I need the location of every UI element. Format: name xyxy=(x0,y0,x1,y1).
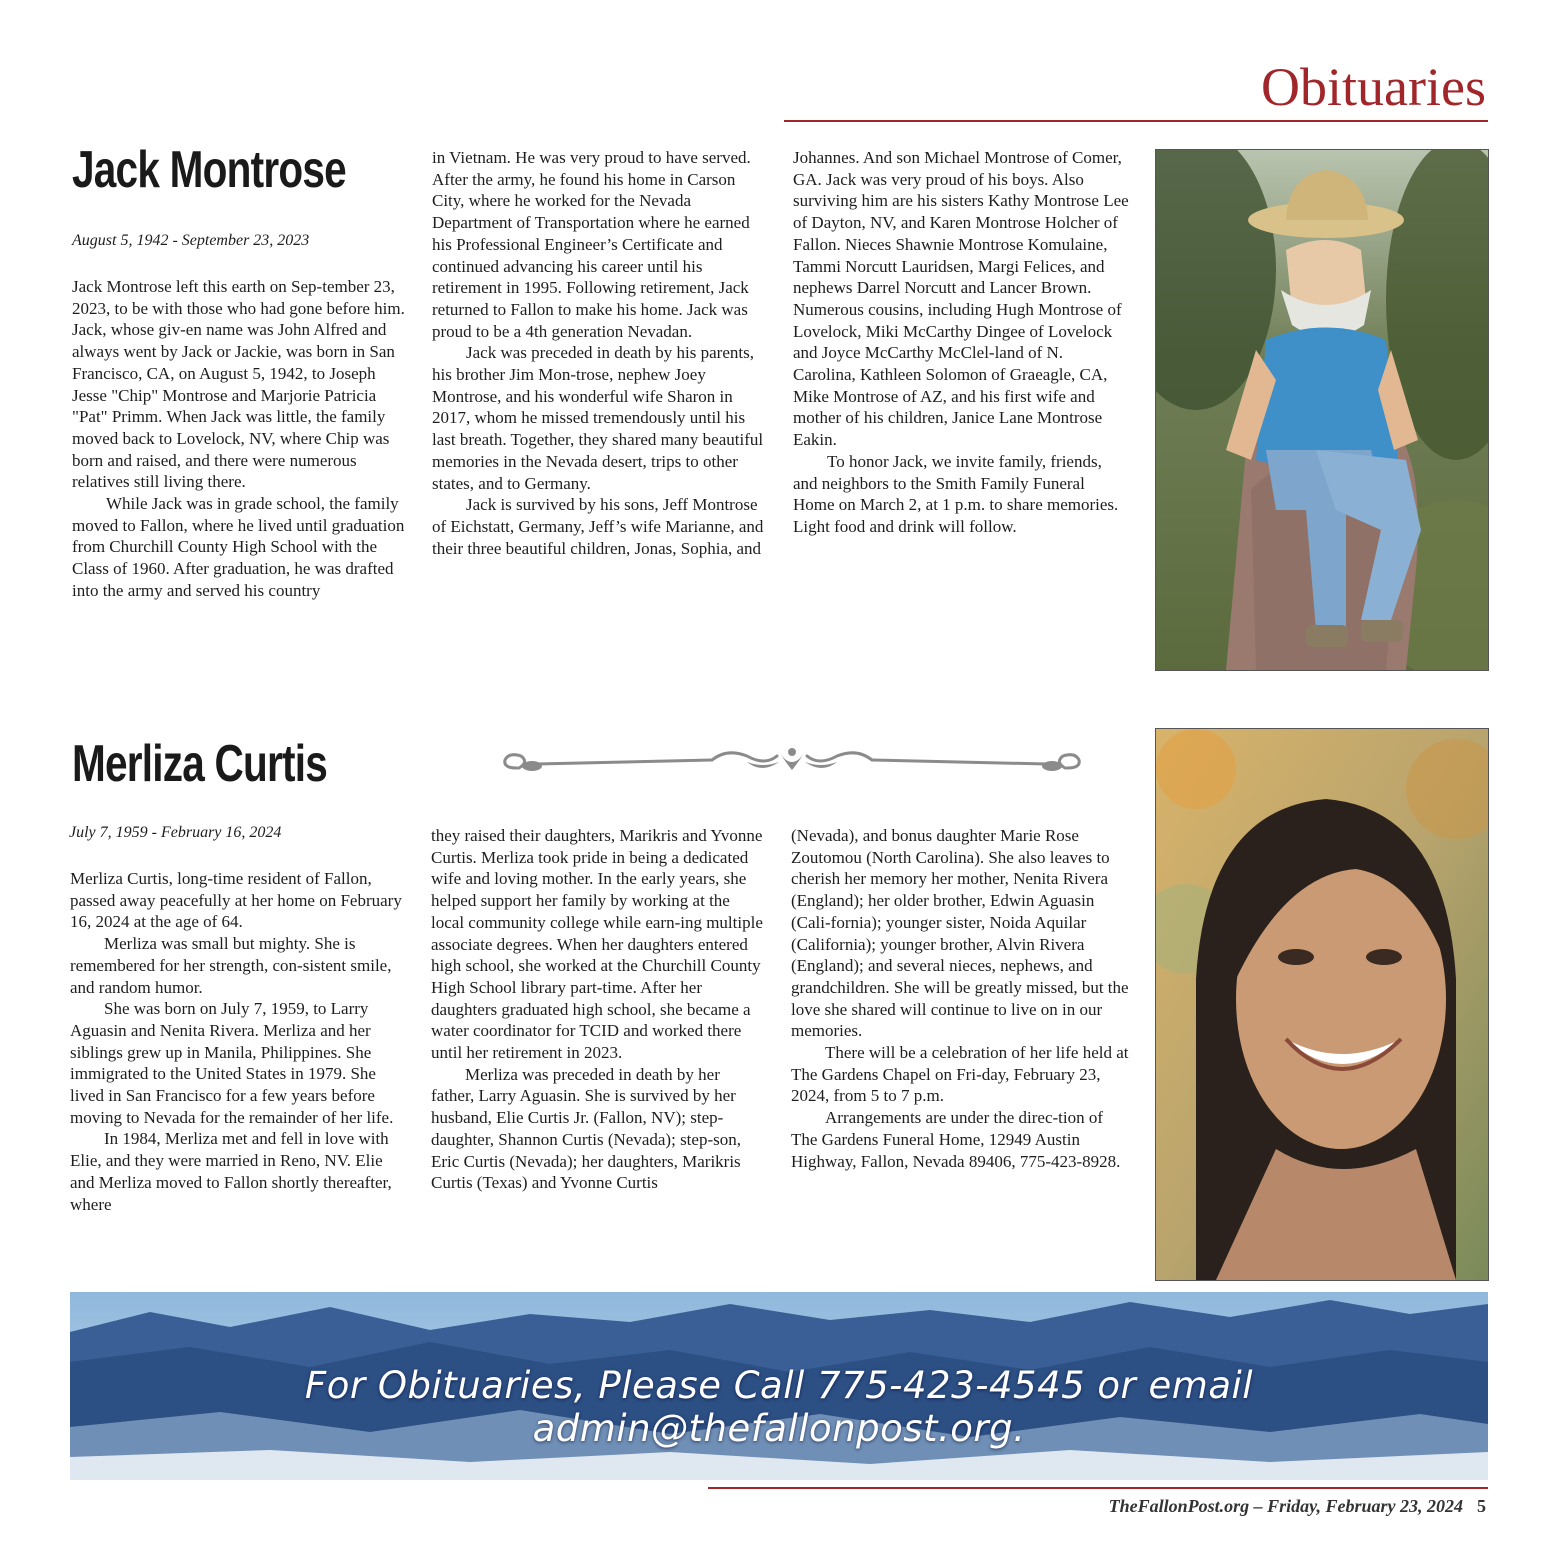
obit1-col1-para: While Jack was in grade school, the family moved to Fallon, where he lived until graduation from Churchill County High School with the Class of 1960. After graduation, he was drafted into the army and served his country xyxy=(72,494,405,600)
obit1-column-2 xyxy=(432,147,765,559)
decorative-divider xyxy=(497,742,1087,786)
obit1-col2-para: in Vietnam. He was very proud to have served. After the army, he found his home in Carson City, where he worked for the Nevada Department of Transportation where he earned his Professional Engineer’s Certificate and continued advancing his career until his retirement in 1995. Following retirement, Jack returned to Fallon to make his home. Jack was proud to be a 4th generation Nevadan. xyxy=(432,148,751,341)
page-number: 5 xyxy=(1477,1496,1486,1516)
jack-montrose-photo xyxy=(1155,149,1489,671)
obit2-col1-para: Merliza Curtis, long-time resident of Fallon, passed away peacefully at her home on February 16, 2024 at the age of 64. xyxy=(70,869,402,932)
obituary-contact-banner xyxy=(70,1292,1488,1480)
obit2-col1-para: She was born on July 7, 1959, to Larry Aguasin and Nenita Rivera. Merliza and her siblings grew up in Manila, Philippines. She immigrated to the United States in 1979. She lived in San Francisco for a few years before moving to Nevada for the remainder of her life. xyxy=(70,999,394,1127)
obit2-column-2 xyxy=(431,825,767,1194)
obit2-col3-para: There will be a celebration of her life held at The Gardens Chapel on Fri-day, February 23, 2024, from 5 to 7 p.m. xyxy=(791,1043,1129,1106)
obit1-dates: August 5, 1942 - September 23, 2023 xyxy=(72,232,310,249)
obit1-column-1 xyxy=(72,276,405,602)
obit1-col2-para: Jack was preceded in death by his parents, his brother Jim Mon-trose, nephew Joey Montrose, and his wonderful wife Sharon in 2017, whom he missed tremendously until his last breath. Together, they shared many beautiful memories in the Nevada desert, trips to other states, and to Germany. xyxy=(432,343,764,493)
obit1-name: Jack Montrose xyxy=(72,141,346,199)
banner-contact-text: For Obituaries, Please Call 775-423-4545 or email admin@thefallonpost.org. xyxy=(304,1364,1254,1450)
obit2-col3-para: (Nevada), and bonus daughter Marie Rose Zoutomou (North Carolina). She also leaves to cherish her memory her mother, Nenita Rivera (England); her older brother, Edwin Aguasin (Cali-fornia); younger sister, Noida Aquilar (California); younger brother, Alvin Rivera (England); and several nieces, nephews, and grandchildren. She will be greatly missed, but the love she shared will continue to live on in our memories. xyxy=(791,826,1129,1041)
obit2-column-1 xyxy=(70,868,406,1215)
obit2-column-3 xyxy=(791,825,1129,1172)
obit1-col3-para: Johannes. And son Michael Montrose of Comer, GA. Jack was very proud of his boys. Also surviving him are his sisters Kathy Montrose Lee of Dayton, NV, and Karen Montrose Holcher of Fallon. Nieces Shawnie Montrose Komulaine, Tammi Norcutt Lauridsen, Margi Felices, and nephews Darrel Norcutt and Lancer Brown. Numerous cousins, including Hugh Montrose of Lovelock, Miki McCarthy Dingee of Lovelock and Joyce McCarthy McClel-land of N. Carolina, Kathleen Solomon of Graeagle, CA, Mike Montrose of AZ, and his first wife and mother of his children, Janice Lane Montrose Eakin. xyxy=(793,148,1129,450)
page-footer xyxy=(1109,1496,1486,1517)
obit2-col1-para: In 1984, Merliza met and fell in love with Elie, and they were married in Reno, NV. Elie and Merliza moved to Fallon shortly thereafter, where xyxy=(70,1129,392,1214)
obit1-col1-para: Jack Montrose left this earth on Sep-tember 23, 2023, to be with those who had gone before him. Jack, whose giv-en name was John Alfred and always went by Jack or Jackie, was born in San Francisco, CA, on August 5, 1942, to Joseph Jesse "Chip" Montrose and Marjorie Patricia "Pat" Primm. When Jack was little, the family moved back to Lovelock, NV, where Chip was born and raised, and there were numerous relatives still living there. xyxy=(72,277,405,492)
obit1-col3-para: To honor Jack, we invite family, friends, and neighbors to the Smith Family Funeral Home on March 2, at 1 p.m. to share memories. Light food and drink will follow. xyxy=(793,451,1119,536)
merliza-curtis-photo xyxy=(1155,728,1489,1281)
obit1-col2-para: Jack is survived by his sons, Jeff Montrose of Eichstatt, Germany, Jeff’s wife Marianne, and their three beautiful children, Jonas, Sophia, and xyxy=(432,495,764,558)
footer-site-date: TheFallonPost.org – Friday, February 23, 2024 xyxy=(1108,1496,1463,1516)
obit1-column-3 xyxy=(793,147,1129,538)
obit2-col1-para: Merliza was small but mighty. She is remembered for her strength, con-sistent smile, and random humor. xyxy=(70,934,392,997)
top-rule xyxy=(784,120,1488,122)
bottom-rule xyxy=(708,1487,1488,1489)
obit2-col2-para: Merliza was preceded in death by her father, Larry Aguasin. She is survived by her husband, Elie Curtis Jr. (Fallon, NV); step-daughter, Shannon Curtis (Nevada); step-son, Eric Curtis (Nevada); her daughters, Marikris Curtis (Texas) and Yvonne Curtis xyxy=(431,1064,741,1193)
section-title: Obituaries xyxy=(1261,57,1486,117)
obit2-col2-para: they raised their daughters, Marikris and Yvonne Curtis. Merliza took pride in being a dedicated wife and loving mother. In the early years, she helped support her family by working at the local community college while earn-ing multiple associate degrees. When her daughters entered high school, she worked at the Churchill County High School library part-time. After her daughters graduated high school, she became a water coordinator for TCID and worked there until her retirement in 2023. xyxy=(431,826,763,1063)
obit2-dates: July 7, 1959 - February 16, 2024 xyxy=(69,824,282,841)
obit2-col3-para: Arrangements are under the direc-tion of The Gardens Funeral Home, 12949 Austin Highway, Fallon, Nevada 89406, 775-423-8928. xyxy=(791,1108,1121,1171)
obit2-name: Merliza Curtis xyxy=(72,735,328,793)
